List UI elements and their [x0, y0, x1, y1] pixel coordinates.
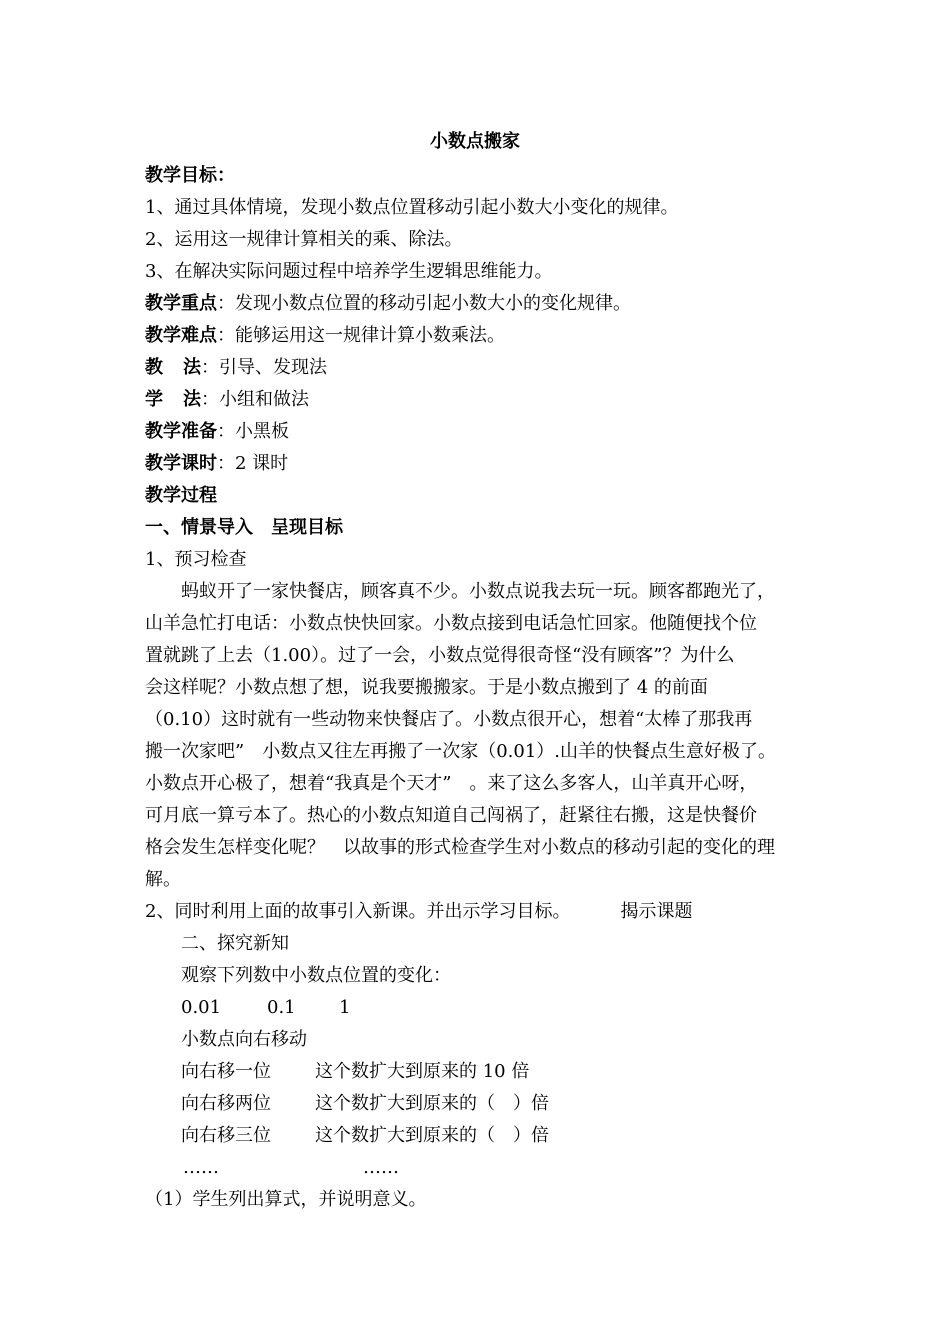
ellipsis-line: [145, 1152, 815, 1184]
teach-method-line: [145, 352, 815, 384]
teach-method-label-b: 法: [183, 357, 201, 378]
hours-text: ：2 课时: [217, 453, 289, 474]
observe-line: 观察下列数中小数点位置的变化：: [181, 965, 451, 986]
prep-text: ：小黑板: [217, 421, 289, 442]
key-point-label: 教学重点: [145, 293, 217, 314]
process-heading: 教学过程: [145, 485, 217, 506]
difficulty-label: 教学难点: [145, 325, 217, 346]
move-result: 这个数扩大到原来的 10 倍: [315, 1061, 530, 1082]
goals-heading: 教学目标：: [145, 165, 235, 186]
intro-tail: 揭示课题: [620, 901, 693, 922]
difficulty-text: ：能够运用这一规律计算小数乘法。: [217, 325, 505, 346]
preview-heading: 1、预习检查: [145, 549, 247, 570]
learn-method-text: ：小组和做法: [201, 389, 309, 410]
ellipsis: ……: [363, 1157, 399, 1178]
intro-line: [145, 896, 815, 928]
key-point-line: [145, 288, 815, 320]
story-line: 格会发生怎样变化呢？ 以故事的形式检查学生对小数点的移动引起的变化的理: [145, 837, 775, 858]
story-line: （0.10）这时就有一些动物来快餐店了。小数点很开心，想着“太棒了那我再: [145, 709, 753, 730]
story-line: 置就跳了上去（1.00）。过了一会，小数点觉得很奇怪“没有顾客”？为什么: [145, 645, 735, 666]
number-value: 1: [339, 997, 351, 1018]
goal-item: 3、在解决实际问题过程中培养学生逻辑思维能力。: [145, 261, 553, 282]
teach-method-text: ：引导、发现法: [201, 357, 327, 378]
section-heading: 一、情景导入 呈现目标: [145, 517, 343, 538]
learn-method-label-a: 学: [145, 389, 163, 410]
move-result: 这个数扩大到原来的（ ）倍: [315, 1125, 549, 1146]
story-line: 蚂蚁开了一家快餐店，顾客真不少。小数点说我去玩一玩。顾客都跑光了，: [181, 581, 775, 602]
story-line: 山羊急忙打电话：小数点快快回家。小数点接到电话急忙回家。他随便找个位: [145, 613, 757, 634]
key-point-text: ：发现小数点位置的移动引起小数大小的变化规律。: [217, 293, 631, 314]
hours-label: 教学课时: [145, 453, 217, 474]
move-step: 向右移两位: [181, 1093, 271, 1114]
move-right-line: 小数点向右移动: [181, 1029, 307, 1050]
last-line: （1）学生列出算式，并说明意义。: [145, 1189, 427, 1210]
move-row: [145, 1088, 815, 1120]
document-title: 小数点搬家: [430, 131, 520, 152]
numbers-line: [145, 992, 815, 1024]
story-line: 小数点开心极了，想着“我真是个天才” 。来了这么多客人，山羊真开心呀，: [145, 773, 758, 794]
goal-item: 2、运用这一规律计算相关的乘、除法。: [145, 229, 463, 250]
document-body: [145, 160, 815, 1216]
teach-method-label-a: 教: [145, 357, 163, 378]
move-step: 向右移三位: [181, 1125, 271, 1146]
ellipsis: ……: [183, 1157, 219, 1178]
story-line: 可月底一算亏本了。热心的小数点知道自己闯祸了，赶紧往右搬，这是快餐价: [145, 805, 757, 826]
story-line: 解。: [145, 869, 181, 890]
learn-method-line: [145, 384, 815, 416]
move-step: 向右移一位: [181, 1061, 271, 1082]
hours-line: [145, 448, 815, 480]
difficulty-line: [145, 320, 815, 352]
section-heading: 二、探究新知: [181, 933, 289, 954]
move-row: [145, 1056, 815, 1088]
number-value: 0.01: [181, 997, 222, 1018]
learn-method-label-b: 法: [183, 389, 201, 410]
story-line: 搬一次家吧” 小数点又往左再搬了一次家（0.01）.山羊的快餐点生意好极了。: [145, 741, 776, 762]
intro-text: 2、同时利用上面的故事引入新课。并出示学习目标。: [145, 901, 571, 922]
prep-line: [145, 416, 815, 448]
prep-label: 教学准备: [145, 421, 217, 442]
goal-item: 1、通过具体情境，发现小数点位置移动引起小数大小变化的规律。: [145, 197, 679, 218]
number-value: 0.1: [267, 997, 296, 1018]
move-row: [145, 1120, 815, 1152]
story-line: 会这样呢？小数点想了想，说我要搬搬家。于是小数点搬到了 4 的前面: [145, 677, 708, 698]
move-result: 这个数扩大到原来的（ ）倍: [315, 1093, 549, 1114]
